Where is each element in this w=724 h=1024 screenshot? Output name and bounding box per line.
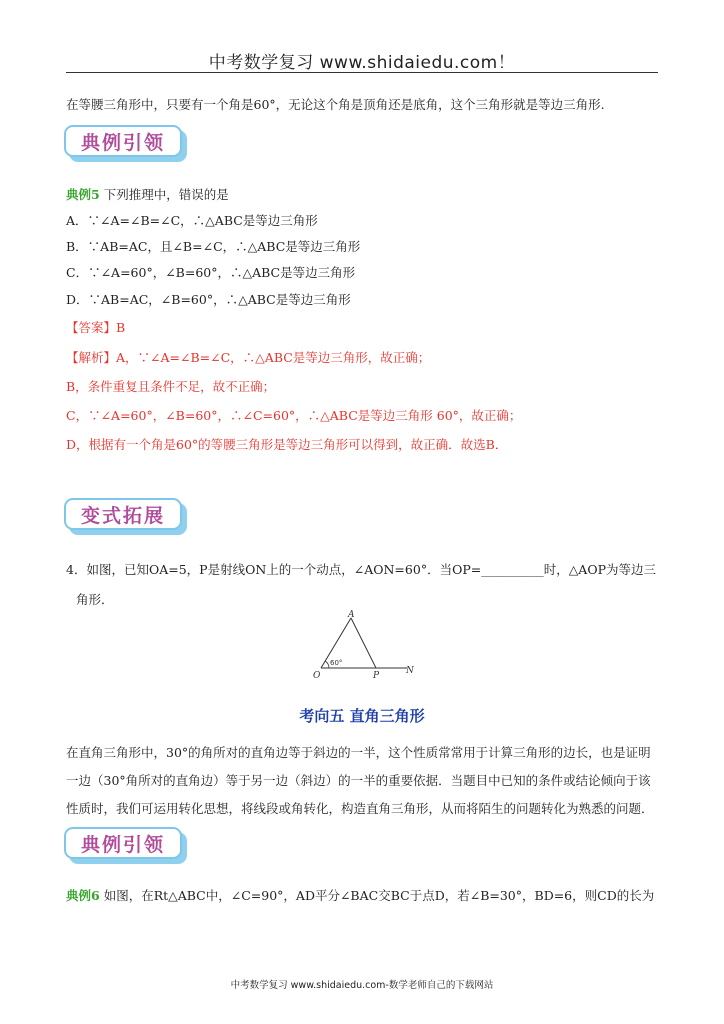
example-5-text: 下列推理中，错误的是 (103, 187, 229, 202)
badge-variation (64, 498, 188, 536)
option-c: C．∵∠A=60°，∠B=60°，∴△ABC是等边三角形 (66, 265, 356, 280)
section-title: 考向五 直角三角形 (299, 707, 425, 725)
paragraph-line-3: 性质时，我们可运用转化思想，将线段或角转化，构造直角三角形，从而将陌生的问题转化为熟悉的问题． (66, 801, 654, 816)
page-footer: 中考数学复习 www.shidaiedu.com-数学老师自己的下载网站 (230, 980, 494, 991)
label-angle: 60° (330, 659, 343, 667)
badge-box (64, 827, 182, 859)
badge-label: 典例引领 (80, 833, 165, 856)
option-b: B．∵AB=AC，且∠B=∠C，∴△ABC是等边三角形 (66, 239, 361, 254)
paragraph-line-2: 一边（30°角所对的直角边）等于另一边（斜边）的一半的重要依据．当题目中已知的条件或结论倾向于该 (66, 773, 651, 788)
label-o: O (313, 671, 321, 681)
analysis-line-3: C，∵∠A=60°，∠B=60°，∴∠C=60°，∴△ABC是等边三角形 60°，故正确； (66, 408, 522, 423)
header-rule (66, 72, 658, 73)
analysis-line-4: D，根据有一个角是60°的等腰三角形是等边三角形可以得到，故正确．故选B． (66, 437, 508, 452)
option-a: A．∵∠A=∠B=∠C，∴△ABC是等边三角形 (66, 213, 318, 228)
paragraph-line-1: 在直角三角形中，30°的角所对的直角边等于斜边的一半，这个性质常常用于计算三角形的边长，也是证明 (66, 745, 651, 760)
option-d: D．∵AB=AC，∠B=60°，∴△ABC是等边三角形 (66, 292, 351, 307)
badge-label: 典例引领 (80, 131, 165, 154)
page-header: 中考数学复习 www.shidaiedu.com！ (208, 53, 516, 73)
example-5-question (66, 187, 229, 203)
badge-label: 变式拓展 (80, 504, 165, 527)
example-6-label: 典例6 (66, 888, 100, 903)
badge-box (64, 125, 182, 157)
analysis-line-1: 【解析】A，∵∠A=∠B=∠C，∴△ABC是等边三角形，故正确； (66, 350, 431, 365)
question-4-line-1: 4．如图，已知OA=5，P是射线ON上的一个动点，∠AON=60°．当OP=__________时，△AOP为等边三 (66, 562, 656, 577)
intro-text: 在等腰三角形中，只要有一个角是60°，无论这个角是顶角还是底角，这个三角形就是等边三角形. (66, 97, 605, 112)
question-4-line-2: 角形． (76, 592, 114, 607)
answer-text: 【答案】B (66, 320, 126, 335)
badge-example-2 (64, 827, 188, 865)
example-6-text: 如图，在Rt△ABC中，∠C=90°，AD平分∠BAC交BC于点D，若∠B=30°，BD=6，则CD的长为 (103, 888, 655, 903)
segment-ap (351, 618, 376, 668)
label-p: P (373, 671, 380, 681)
angle-arc (325, 661, 329, 668)
badge-example-1 (64, 125, 188, 163)
label-a: A (348, 610, 355, 620)
badge-box (64, 498, 182, 530)
example-5-label: 典例5 (66, 187, 100, 202)
triangle-figure (312, 608, 412, 682)
label-n: N (406, 666, 414, 676)
example-6-question (66, 888, 654, 904)
analysis-line-2: B，条件重复且条件不足，故不正确； (66, 379, 276, 394)
